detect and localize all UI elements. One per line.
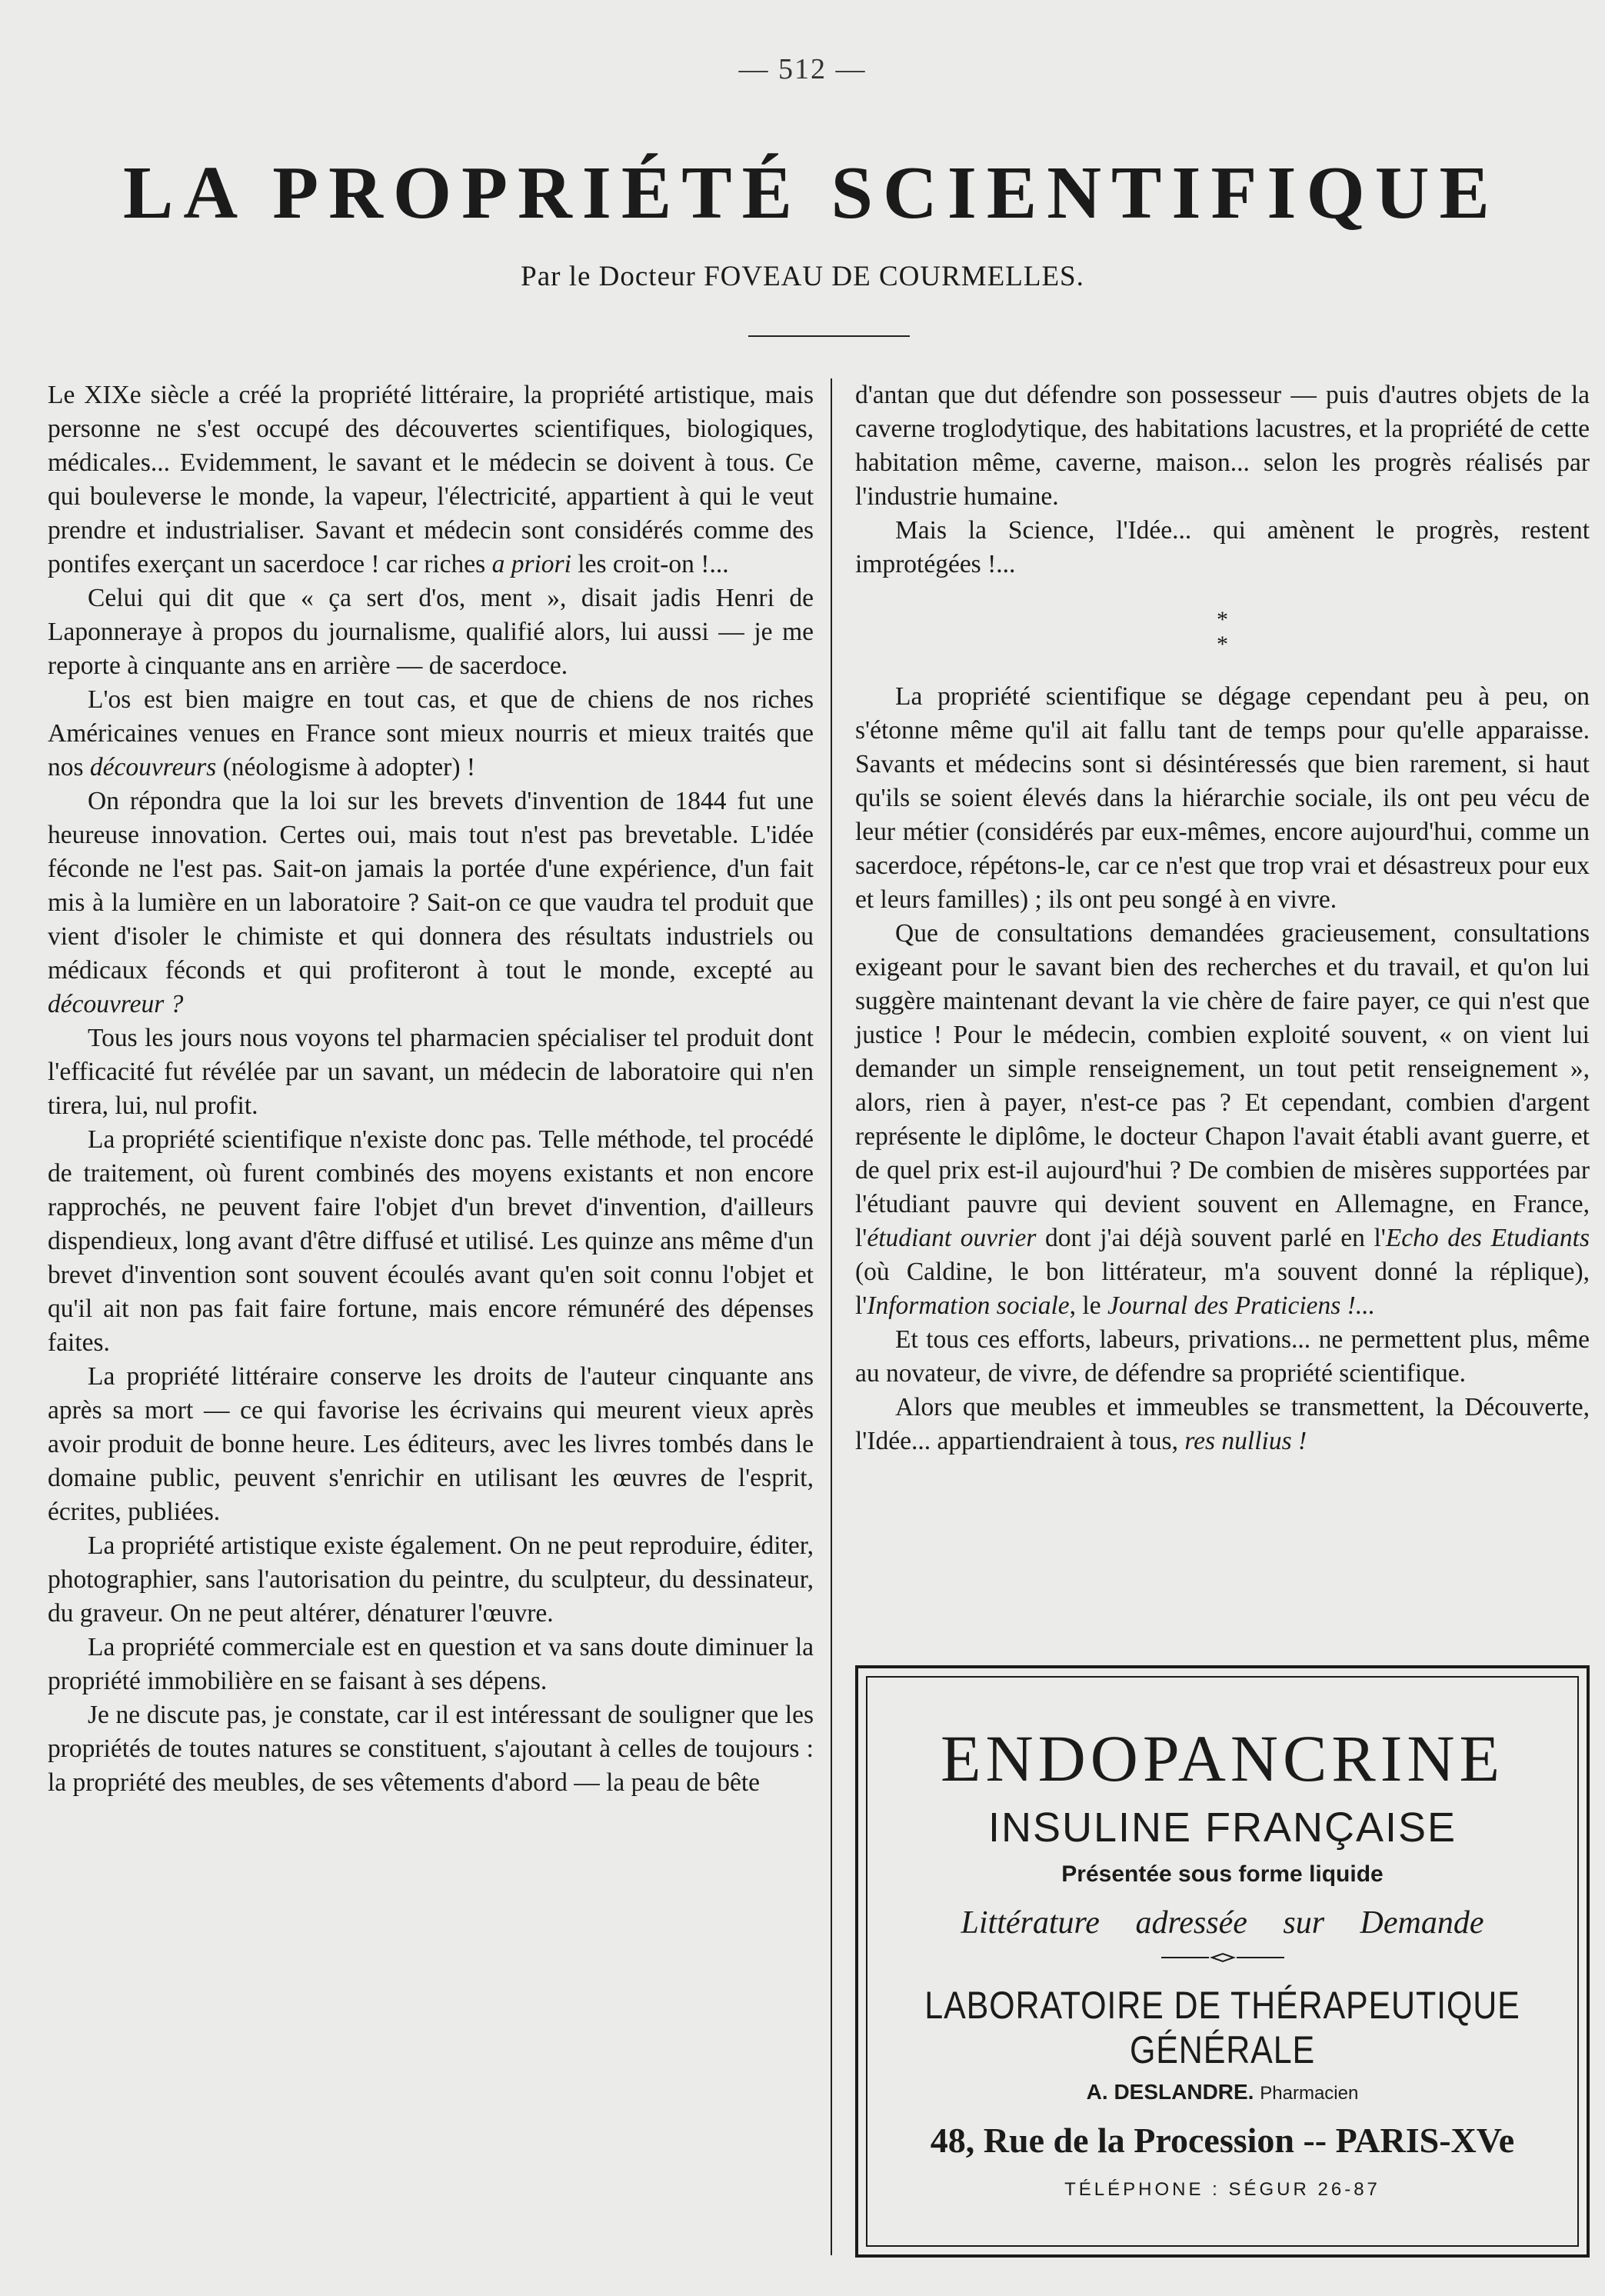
ornament-divider — [1161, 1952, 1284, 1963]
advertisement-box — [855, 1665, 1590, 2258]
advertisement-inner-frame — [866, 1676, 1579, 2247]
article-title: LA PROPRIÉTÉ SCIENTIFIQUE — [123, 152, 1500, 235]
paragraph: Que de consultations demandées gracieusement, consultations exigeant pour le savant bien des recherches et du travail, et qu'on lui suggère maintenant devant la vie chère de faire payer, ce qui n'est que justice ! Pour le médecin, combien exploité souvent, « on vient lui demander un simple renseignement, un tout petit renseignement », alors, rien à payer, n'est-ce pas ? Et cependant, combien d'argent représente le diplôme, le docteur Chapon l'avait établi avant guerre, et de quel prix est-il aujourd'hui ? De combien de misères supportées par l'étudiant pauvre qui devient souvent en Allemagne, en France, l'étudiant ouvrier dont j'ai déjà souvent parlé en l'Echo des Etudiants (où Caldine, le bon littérateur, m'a souvent donné la réplique), l'Information sociale, le Journal des Praticiens !... — [855, 919, 1590, 1320]
article-byline: Par le Docteur FOVEAU DE COURMELLES. — [521, 261, 1084, 292]
paragraph: Le XIXe siècle a créé la propriété littéraire, la propriété artistique, mais personne ne s'est occupé des découvertes scientifiques, biologiques, médicales... Evidemment, le savant et le médecin se doivent à tous. Ce qui bouleverse le monde, la vapeur, l'électricité, appartient à qui le veut prendre et industrialiser. Savant et médecin sont considérés comme des pontifes exerçant un sacerdoce ! car riches a priori les croit-on !... — [48, 381, 814, 578]
right-column — [855, 378, 1590, 1458]
paragraph: Alors que meubles et immeubles se transmettent, la Découverte, l'Idée... appartiendraient à tous, res nullius ! — [855, 1393, 1590, 1455]
ad-telephone: TÉLÉPHONE : SÉGUR 26-87 — [1064, 2179, 1380, 2201]
paragraph: L'os est bien maigre en tout cas, et que de chiens de nos riches Américaines venues en France sont mieux nourris et mieux traités que nos découvreurs (néologisme à adopter) ! — [48, 685, 814, 781]
ad-pharmacist: A. DESLANDRE. Pharmacien — [1086, 2080, 1359, 2104]
paragraph: La propriété scientifique se dégage cependant peu à peu, on s'étonne même qu'il ait fallu tant de temps pour qu'elle apparaisse. Savants et médecins sont si désintéressés que bien rarement, si haut qu'ils se soient élevés dans la hiérarchie sociale, ils ont peu vécu de leur métier (considérés par eux-mêmes, encore aujourd'hui, comme un sacerdoce, répétons-le, car ce n'est que trop vrai et désastreux pour eux et leurs familles) ; ils ont peu songé à en vivre. — [855, 682, 1590, 914]
paragraph: Je ne discute pas, je constate, car il est intéressant de souligner que les propriétés de toutes natures se constituent, s'ajoutant à celles de toujours : la propriété des meubles, de ses vêtements d'abord — la peau de bête — [48, 1701, 814, 1797]
paragraph: Tous les jours nous voyons tel pharmacien spécialiser tel produit dont l'efficacité fut révélée par un savant, un médecin de laboratoire qui n'en tirera, lui, nul profit. — [48, 1024, 814, 1120]
ad-address: 48, Rue de la Procession -- PARIS-XVe — [930, 2121, 1515, 2161]
left-column — [48, 378, 814, 1800]
paragraph: La propriété commerciale est en question et va sans doute diminuer la propriété immobilière en se faisant à ses dépens. — [48, 1633, 814, 1695]
ad-subtitle: INSULINE FRANÇAISE — [987, 1804, 1457, 1851]
section-separator: * * — [1217, 607, 1228, 657]
paragraph: La propriété artistique existe également. On ne peut reproduire, éditer, photographier, sans l'autorisation du peintre, du sculpteur, du dessinateur, du graveur. On ne peut altérer, dénaturer l'œuvre. — [48, 1531, 814, 1628]
paragraph: Et tous ces efforts, labeurs, privations... ne permettent plus, même au novateur, de vivre, de défendre sa propriété scientifique. — [855, 1325, 1590, 1388]
title-divider — [748, 335, 910, 337]
ad-laboratory-name: LABORATOIRE DE THÉRAPEUTIQUE GÉNÉRALE — [924, 1984, 1520, 2072]
paragraph: La propriété scientifique n'existe donc pas. Telle méthode, tel procédé de traitement, où furent combinés des moyens existants et non encore rapprochés, ne peuvent faire l'objet d'un brevet d'invention, d'ailleurs dispendieux, long avant d'être diffusé et utilisé. Les quinze ans même d'un brevet d'invention sont souvent écoulés avant qu'en soit connu l'objet et qu'il ait non pas fait faire fortune, mais encore rémunéré des dépenses faites. — [48, 1125, 814, 1357]
paragraph: Mais la Science, l'Idée... qui amènent le progrès, restent improtégées !... — [855, 516, 1590, 578]
paragraph: Celui qui dit que « ça sert d'os, ment », disait jadis Henri de Laponneraye à propos du journalisme, qualifié alors, lui aussi — je me reporte à cinquante ans en arrière — de sacerdoce. — [48, 584, 814, 680]
ad-form-line: Présentée sous forme liquide — [1061, 1861, 1384, 1888]
paragraph: d'antan que dut défendre son possesseur — puis d'autres objets de la caverne troglodytique, des habitations lacustres, et la propriété de cette habitation même, caverne, maison... selon les progrès réalisés par l'industrie humaine. — [855, 381, 1590, 511]
ad-literature-line: Littérature adressée sur Demande — [961, 1905, 1484, 1941]
column-divider — [831, 378, 832, 2255]
paragraph: La propriété littéraire conserve les droits de l'auteur cinquante ans après sa mort — ce qui favorise les écrivains qui meurent vieux après avoir produit de bonne heure. Les éditeurs, avec les livres tombés dans le domaine public, peuvent s'enrichir en utilisant les œuvres de l'esprit, écrites, publiées. — [48, 1362, 814, 1526]
page-number: — 512 — — [738, 53, 867, 85]
ad-brand-name: ENDOPANCRINE — [941, 1721, 1504, 1795]
paragraph: On répondra que la loi sur les brevets d'invention de 1844 fut une heureuse innovation. Certes oui, mais tout n'est pas brevetable. L'idée féconde ne l'est pas. Sait-on jamais la portée d'une expérience, d'un fait mis à la lumière en un laboratoire ? Sait-on ce que vaudra tel produit que vient d'isoler le chimiste et qui donnera des résultats industriels ou médicaux féconds et qui profiteront à tout le monde, excepté au découvreur ? — [48, 787, 814, 1018]
